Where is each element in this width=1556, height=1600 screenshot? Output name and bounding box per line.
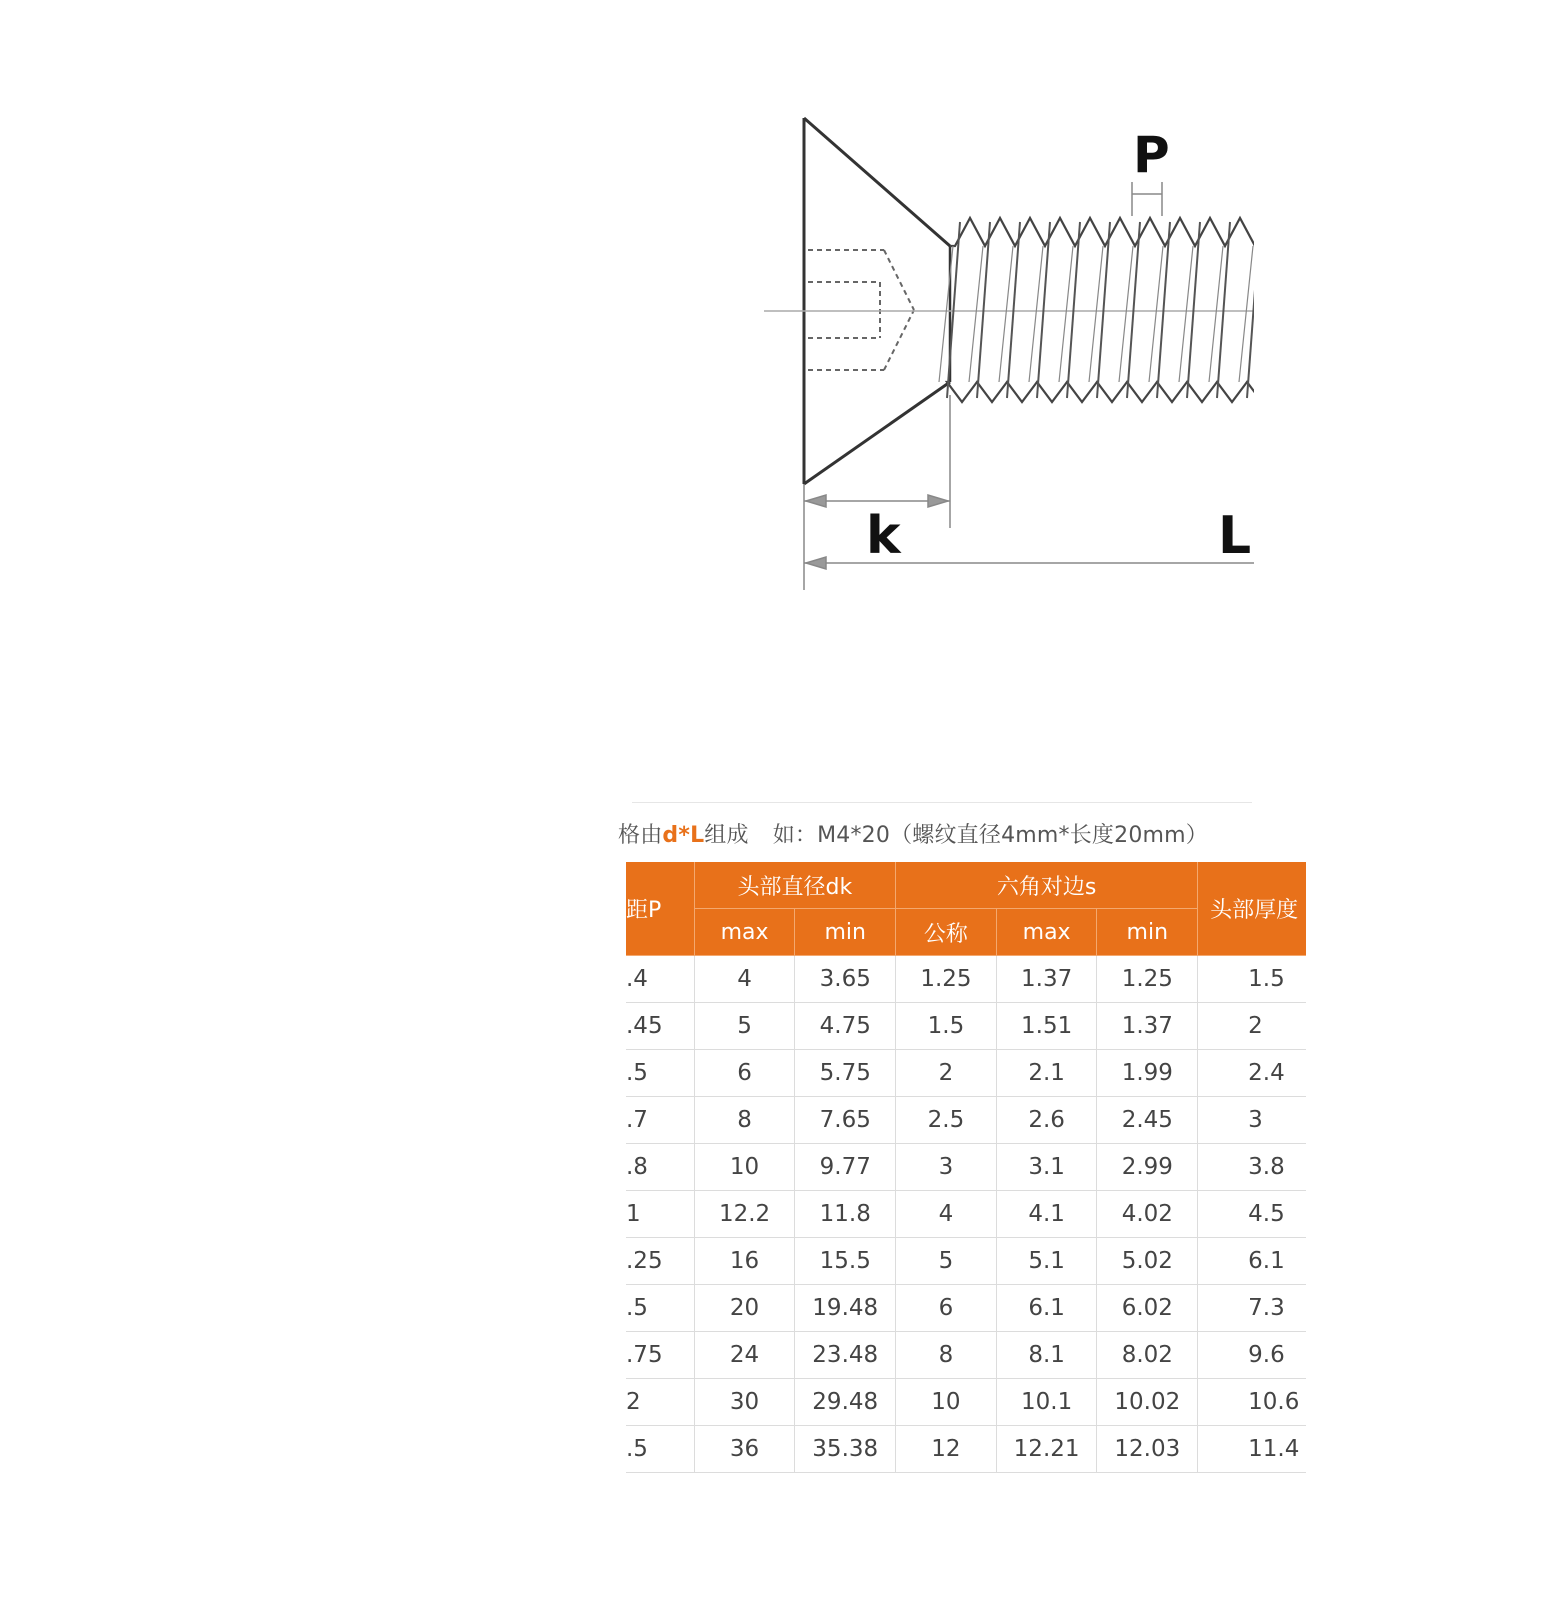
- table-cell: 3: [1198, 1097, 1306, 1144]
- table-row: [626, 1332, 1306, 1379]
- divider: [632, 802, 1252, 803]
- table-cell: .5: [626, 1050, 694, 1097]
- table-cell: .25: [626, 1238, 694, 1285]
- caption-L: L: [690, 823, 705, 848]
- header-pitch: 距P: [626, 862, 694, 956]
- table-cell: 1.37: [996, 956, 1097, 1003]
- table-cell: 3.65: [795, 956, 896, 1003]
- header-head-dia: 头部直径dk: [694, 862, 895, 909]
- table-row: [626, 1097, 1306, 1144]
- table-cell: 10: [896, 1379, 997, 1426]
- table-cell: 2.6: [996, 1097, 1097, 1144]
- table-cell: 5.02: [1097, 1238, 1198, 1285]
- table-cell: 23.48: [795, 1332, 896, 1379]
- table-row: [626, 1238, 1306, 1285]
- table-cell: 11.4: [1198, 1426, 1306, 1473]
- table-row: [626, 1379, 1306, 1426]
- table-cell: .8: [626, 1144, 694, 1191]
- table-cell: 5: [896, 1238, 997, 1285]
- table-cell: 5.75: [795, 1050, 896, 1097]
- table-cell: 16: [694, 1238, 795, 1285]
- spec-caption: [618, 818, 1238, 849]
- table-cell: .45: [626, 1003, 694, 1050]
- pitch-label: P: [1133, 126, 1170, 184]
- head-height-label: k: [866, 506, 901, 566]
- table-cell: 10.6: [1198, 1379, 1306, 1426]
- spec-body: [626, 956, 1306, 1473]
- table-cell: .4: [626, 956, 694, 1003]
- screw-diagram: [0, 0, 1556, 640]
- caption-after: 组成: [704, 823, 749, 848]
- table-cell: .7: [626, 1097, 694, 1144]
- table-cell: 20: [694, 1285, 795, 1332]
- table-cell: 5.1: [996, 1238, 1097, 1285]
- table-cell: 6: [694, 1050, 795, 1097]
- table-cell: 5: [694, 1003, 795, 1050]
- table-cell: 1.25: [896, 956, 997, 1003]
- screw-head: [804, 118, 950, 484]
- table-cell: 4.5: [1198, 1191, 1306, 1238]
- header-hex: 六角对边s: [896, 862, 1198, 909]
- table-cell: 10.02: [1097, 1379, 1198, 1426]
- header-s-min: min: [1097, 909, 1198, 956]
- table-cell: 1.5: [1198, 956, 1306, 1003]
- table-row: [626, 1144, 1306, 1191]
- header-s-nominal: 公称: [896, 909, 997, 956]
- header-dk-max: max: [694, 909, 795, 956]
- table-cell: 2.45: [1097, 1097, 1198, 1144]
- table-cell: 9.77: [795, 1144, 896, 1191]
- table-row: [626, 956, 1306, 1003]
- thread-body: [939, 218, 1300, 402]
- table-cell: 2.4: [1198, 1050, 1306, 1097]
- header-head-thickness: 头部厚度: [1198, 862, 1306, 956]
- spec-section: [618, 798, 1300, 1478]
- table-cell: 1.5: [896, 1003, 997, 1050]
- table-cell: 8: [896, 1332, 997, 1379]
- spec-table: [626, 862, 1306, 1473]
- table-cell: 1.51: [996, 1003, 1097, 1050]
- table-cell: 15.5: [795, 1238, 896, 1285]
- table-row: [626, 1191, 1306, 1238]
- table-cell: 1.99: [1097, 1050, 1198, 1097]
- table-row: [626, 1285, 1306, 1332]
- table-cell: .5: [626, 1285, 694, 1332]
- table-cell: 11.8: [795, 1191, 896, 1238]
- table-cell: 2: [1198, 1003, 1306, 1050]
- table-cell: 7.3: [1198, 1285, 1306, 1332]
- table-cell: 12: [896, 1426, 997, 1473]
- table-cell: 3.8: [1198, 1144, 1306, 1191]
- table-row: [626, 1050, 1306, 1097]
- table-cell: 8.1: [996, 1332, 1097, 1379]
- table-cell: 7.65: [795, 1097, 896, 1144]
- table-row: [626, 1426, 1306, 1473]
- table-cell: 4: [694, 956, 795, 1003]
- table-cell: 4.75: [795, 1003, 896, 1050]
- table-cell: 29.48: [795, 1379, 896, 1426]
- table-cell: 4.02: [1097, 1191, 1198, 1238]
- table-cell: 1: [626, 1191, 694, 1238]
- table-cell: 2: [896, 1050, 997, 1097]
- header-row-1: [626, 862, 1306, 909]
- table-cell: 12.21: [996, 1426, 1097, 1473]
- table-cell: .75: [626, 1332, 694, 1379]
- table-cell: 4: [896, 1191, 997, 1238]
- table-cell: 35.38: [795, 1426, 896, 1473]
- table-cell: 3: [896, 1144, 997, 1191]
- table-cell: 2.99: [1097, 1144, 1198, 1191]
- table-cell: 1.37: [1097, 1003, 1198, 1050]
- length-label: L: [1218, 506, 1252, 566]
- table-cell: 6.02: [1097, 1285, 1198, 1332]
- caption-d: d: [662, 823, 679, 848]
- table-cell: .5: [626, 1426, 694, 1473]
- table-cell: 12.03: [1097, 1426, 1198, 1473]
- table-cell: 6: [896, 1285, 997, 1332]
- table-cell: 12.2: [694, 1191, 795, 1238]
- header-dk-min: min: [795, 909, 896, 956]
- header-s-max: max: [996, 909, 1097, 956]
- table-cell: 4.1: [996, 1191, 1097, 1238]
- caption-example: 如：M4*20（螺纹直径4mm*长度20mm）: [772, 823, 1208, 848]
- table-row: [626, 1003, 1306, 1050]
- table-cell: 24: [694, 1332, 795, 1379]
- hex-socket: [808, 250, 914, 370]
- table-cell: 8: [694, 1097, 795, 1144]
- caption-star: *: [678, 823, 691, 848]
- table-cell: 2.5: [896, 1097, 997, 1144]
- table-cell: 6.1: [1198, 1238, 1306, 1285]
- table-cell: 9.6: [1198, 1332, 1306, 1379]
- table-cell: 30: [694, 1379, 795, 1426]
- pitch-dimension: [1132, 182, 1162, 216]
- table-cell: 3.1: [996, 1144, 1097, 1191]
- table-cell: 1.25: [1097, 956, 1198, 1003]
- table-cell: 19.48: [795, 1285, 896, 1332]
- table-cell: 6.1: [996, 1285, 1097, 1332]
- table-cell: 8.02: [1097, 1332, 1198, 1379]
- table-cell: 2.1: [996, 1050, 1097, 1097]
- table-cell: 10.1: [996, 1379, 1097, 1426]
- caption-prefix: 格由: [618, 823, 663, 848]
- table-cell: 36: [694, 1426, 795, 1473]
- table-cell: 2: [626, 1379, 694, 1426]
- table-cell: 10: [694, 1144, 795, 1191]
